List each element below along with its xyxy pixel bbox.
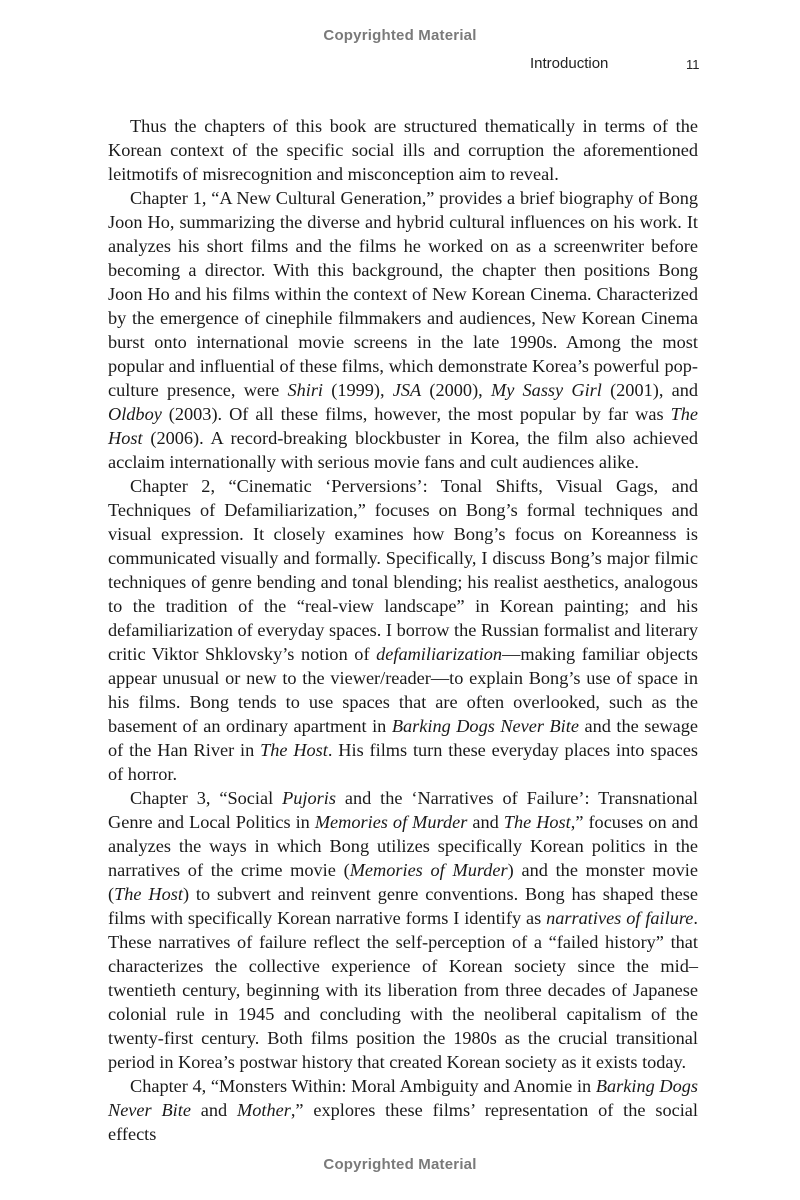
body-text	[108, 114, 698, 1146]
italic-title: narratives of failure	[546, 908, 694, 928]
italic-title: defamiliarization	[376, 644, 503, 664]
text-run: Chapter 2, “Cinematic ‘Perversions’: Tonal Shifts, Visual Gags, and Techniques of Defamiliarization,” focuses on Bong’s formal techniques and visual expression. It closely examines how Bong’s focus on Koreanness is communicated visually and formally. Specifically, I discuss Bong’s major filmic techniques of genre bending and tonal blending; his realist aesthetics, analogous to the tradition of the “real-view landscape” in Korean painting; and his defamiliarization of everyday spaces. I borrow the Russian formalist and literary critic Viktor Shklovsky’s notion of	[108, 476, 698, 664]
text-run: ) to subvert and reinvent genre conventions. Bong has shaped these films with specifically Korean narrative forms I identify as	[108, 884, 698, 928]
text-run: . These narratives of failure reflect the self-perception of a “failed history” that characterizes the collective experience of Korean society since the mid–twentieth century, beginning with its liberation from three decades of Japanese colonial rule in 1945 and concluding with the neoliberal capitalism of the twenty-first century. Both films position the 1980s as the crucial transitional period in Korea’s postwar history that created Korean society as it exists today.	[108, 908, 698, 1072]
page-number: 11	[686, 57, 700, 72]
paragraph	[108, 786, 698, 1074]
paragraph	[108, 474, 698, 786]
text-run: (2006). A record-breaking blockbuster in Korea, the film also achieved acclaim internationally with serious movie fans and cult audiences alike.	[108, 428, 698, 472]
text-run: Thus the chapters of this book are structured thematically in terms of the Korean context of the specific social ills and corruption the aforementioned leitmotifs of misrecognition and misconception aim to reveal.	[108, 116, 698, 184]
text-run: Chapter 3, “Social	[130, 788, 283, 808]
italic-title: The Host	[114, 884, 183, 904]
text-run: (1999),	[323, 380, 393, 400]
text-run: and	[190, 1100, 238, 1120]
text-run: (2003). Of all these films, however, the most popular by far was	[161, 404, 671, 424]
italic-title: Barking Dogs Never Bite	[391, 716, 579, 736]
text-run: and	[467, 812, 504, 832]
paragraph	[108, 114, 698, 186]
text-run: ) and the monster movie (	[108, 860, 698, 904]
text-run: and the sewage of the Han River in	[108, 716, 699, 760]
text-run: (2001), and	[601, 380, 699, 400]
italic-title: The Host	[108, 404, 698, 448]
text-run: . His films turn these everyday places into spaces of horror.	[108, 740, 698, 784]
italic-title: The Host	[503, 812, 571, 832]
italic-title: JSA	[392, 380, 422, 400]
text-run: —making familiar objects appear unusual or new to the viewer/reader—to explain Bong’s use of space in his films. Bong tends to use spaces that are often overlooked, such as the basement of an ordinary apartment in	[108, 644, 698, 736]
text-run: Chapter 1, “A New Cultural Generation,” provides a brief biography of Bong Joon Ho, summarizing the diverse and hybrid cultural influences on his work. It analyzes his short films and the films he worked on as a screenwriter before becoming a director. With this background, the chapter then positions Bong Joon Ho and his films within the context of New Korean Cinema. Characterized by the emergence of cinephile filmmakers and audiences, New Korean Cinema burst onto international movie screens in the late 1990s. Among the most popular and influential of these films, which demonstrate Korea’s powerful pop-culture presence, were	[108, 188, 698, 400]
italic-title: Mother	[237, 1100, 291, 1120]
copyright-watermark-bottom: Copyrighted Material	[323, 1156, 477, 1173]
copyright-watermark-top: Copyrighted Material	[323, 27, 477, 44]
italic-title: Memories of Murder	[349, 860, 508, 880]
text-run: Chapter 4, “Monsters Within: Moral Ambiguity and Anomie in	[130, 1076, 596, 1096]
text-run: ,” focuses on and analyzes the ways in which Bong utilizes specifically Korean politics in the narratives of the crime movie (	[108, 812, 698, 880]
text-run: (2000),	[421, 380, 491, 400]
paragraph	[108, 1074, 698, 1146]
text-run: and the ‘Narratives of Failure’: Transnational Genre and Local Politics in	[108, 788, 698, 832]
paragraph	[108, 186, 698, 474]
italic-title: Barking Dogs Never Bite	[108, 1076, 698, 1120]
italic-title: The Host	[260, 740, 328, 760]
running-header-title: Introduction	[530, 55, 609, 72]
italic-title: My Sassy Girl	[490, 380, 602, 400]
italic-title: Shiri	[287, 380, 324, 400]
italic-title: Memories of Murder	[314, 812, 468, 832]
italic-title: Oldboy	[108, 404, 162, 424]
text-run: ,” explores these films’ representation of the social effects	[108, 1100, 698, 1144]
italic-title: Pujoris	[282, 788, 336, 808]
